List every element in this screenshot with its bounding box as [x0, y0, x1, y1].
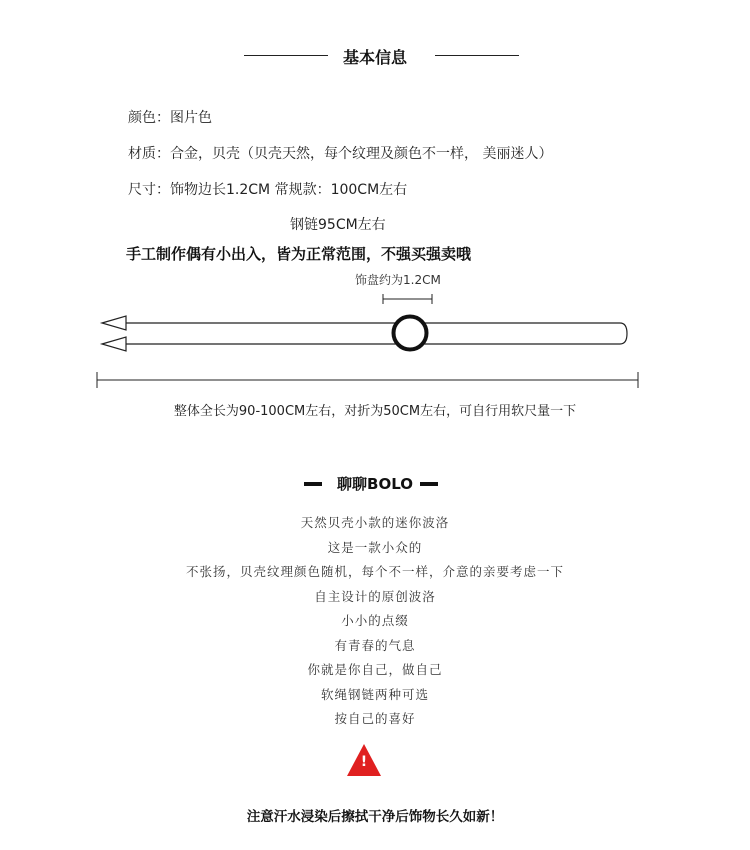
- desc-line: 自主设计的原创波洛: [314, 589, 436, 604]
- desc-line: 天然贝壳小款的迷你波洛: [300, 515, 450, 530]
- desc-line: 有青春的气息: [334, 638, 416, 653]
- pendant-circle: [394, 317, 427, 350]
- desc-line: 不张扬，贝壳纹理颜色随机，每个不一样，介意的亲要考虑一下: [185, 564, 564, 579]
- title-right-rule: [435, 55, 519, 56]
- warning-triangle-icon: [346, 743, 382, 777]
- color-line: 颜色：图片色: [128, 110, 212, 126]
- desc-line: 按自己的喜好: [334, 711, 416, 726]
- length-note: 整体全长为90-100CM左右，对折为50CM左右，可自行用软尺量一下: [173, 404, 577, 419]
- cord-end-arrow-bottom: [102, 337, 126, 351]
- warning-symbol: !: [360, 754, 368, 770]
- material-line: 材质：合金，贝壳（贝壳天然，每个纹理及颜色不一样， 美丽迷人）: [128, 146, 553, 162]
- size-line: 尺寸：饰物边长1.2CM 常规款：100CM左右: [128, 182, 408, 198]
- desc-line: 软绳钢链两种可选: [320, 687, 429, 702]
- section-title-bolo: 聊聊BOLO: [337, 475, 413, 493]
- necklace-diagram: [0, 288, 750, 398]
- desc-line: 这是一款小众的: [327, 540, 423, 555]
- chain-line: 钢链95CM左右: [290, 217, 386, 233]
- handmade-note: 手工制作偶有小出入，皆为正常范围，不强买强卖哦: [126, 245, 472, 263]
- desc-line: 你就是你自己，做自己: [307, 662, 443, 677]
- cord-end-arrow-top: [102, 316, 126, 330]
- care-note: 注意汗水浸染后擦拭干净后饰物长久如新！: [246, 809, 504, 825]
- title-right-dash: [420, 482, 438, 486]
- section-title-basic-info: 基本信息: [342, 48, 407, 67]
- desc-line: 小小的点缀: [341, 613, 409, 628]
- total-length-dimension: [97, 372, 638, 388]
- necklace-cord: [126, 323, 627, 344]
- pendant-size-label: 饰盘约为1.2CM: [355, 273, 441, 287]
- pendant-size-bracket: [383, 294, 432, 304]
